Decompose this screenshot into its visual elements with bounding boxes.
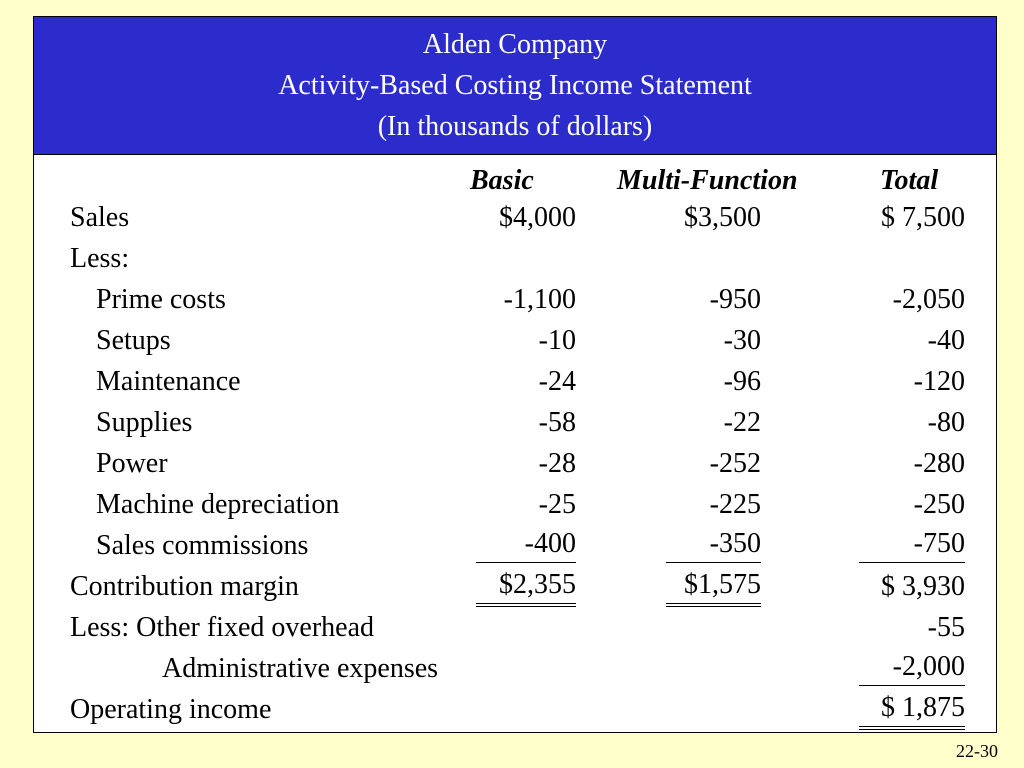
basic-value: -10	[538, 325, 576, 356]
column-header-multi-function: Multi-Function	[617, 165, 798, 196]
table-row	[34, 607, 996, 648]
table-row	[34, 443, 996, 484]
basic-value: -25	[538, 489, 576, 520]
table-row	[34, 361, 996, 402]
table-row	[34, 648, 996, 689]
row-label: Operating income	[70, 694, 272, 725]
slide-header	[34, 17, 996, 155]
column-header-total: Total	[880, 165, 939, 196]
basic-value: -28	[538, 448, 576, 479]
row-label: Prime costs	[96, 284, 226, 315]
statement-units: (In thousands of dollars)	[377, 111, 653, 142]
row-label: Supplies	[96, 407, 193, 438]
multi-function-value: -22	[723, 407, 761, 438]
total-value: -120	[913, 366, 965, 397]
row-label: Less:	[70, 243, 130, 274]
basic-value: -1,100	[503, 284, 576, 315]
total-value: -80	[927, 407, 965, 438]
basic-value: -58	[538, 407, 576, 438]
total-value: -250	[913, 489, 965, 520]
basic-value: $4,000	[499, 202, 576, 233]
slide-panel	[33, 16, 997, 733]
total-value: $ 7,500	[881, 202, 965, 233]
multi-function-value: $1,575	[666, 566, 761, 607]
multi-function-value: -950	[709, 284, 761, 315]
row-label: Contribution margin	[70, 571, 299, 602]
total-value: -40	[927, 325, 965, 356]
basic-value: -400	[476, 525, 576, 563]
total-value: $ 1,875	[859, 689, 965, 730]
table-row	[34, 402, 996, 443]
row-label: Less: Other fixed overhead	[70, 612, 374, 643]
total-value: -750	[859, 525, 965, 563]
row-label: Administrative expenses	[162, 653, 439, 684]
basic-value: $2,355	[476, 566, 576, 607]
multi-function-value: -350	[666, 525, 761, 563]
row-label: Sales	[70, 202, 130, 233]
row-label: Power	[96, 448, 168, 479]
company-name: Alden Company	[422, 29, 608, 60]
page-number: 22-30	[956, 741, 998, 761]
multi-function-value: -96	[723, 366, 761, 397]
column-header-basic: Basic	[470, 165, 534, 196]
total-value: -55	[927, 612, 965, 643]
table-row	[34, 279, 996, 320]
row-label: Maintenance	[96, 366, 241, 397]
multi-function-value: -30	[723, 325, 761, 356]
table-row	[34, 484, 996, 525]
multi-function-value: $3,500	[684, 202, 761, 233]
table-row	[34, 525, 996, 566]
multi-function-value: -225	[709, 489, 761, 520]
multi-function-value: -252	[709, 448, 761, 479]
total-value: -2,000	[859, 648, 965, 686]
row-label: Machine depreciation	[96, 489, 340, 520]
table-row	[34, 238, 996, 279]
table-row	[34, 689, 996, 730]
row-label: Setups	[96, 325, 171, 356]
row-label: Sales commissions	[96, 530, 309, 561]
basic-value: -24	[538, 366, 576, 397]
statement-title: Activity-Based Costing Income Statement	[278, 70, 752, 101]
total-value: -280	[913, 448, 965, 479]
total-value: -2,050	[892, 284, 965, 315]
table-row	[34, 320, 996, 361]
table-row	[34, 566, 996, 607]
table-row	[34, 197, 996, 238]
total-value: $ 3,930	[881, 571, 965, 602]
